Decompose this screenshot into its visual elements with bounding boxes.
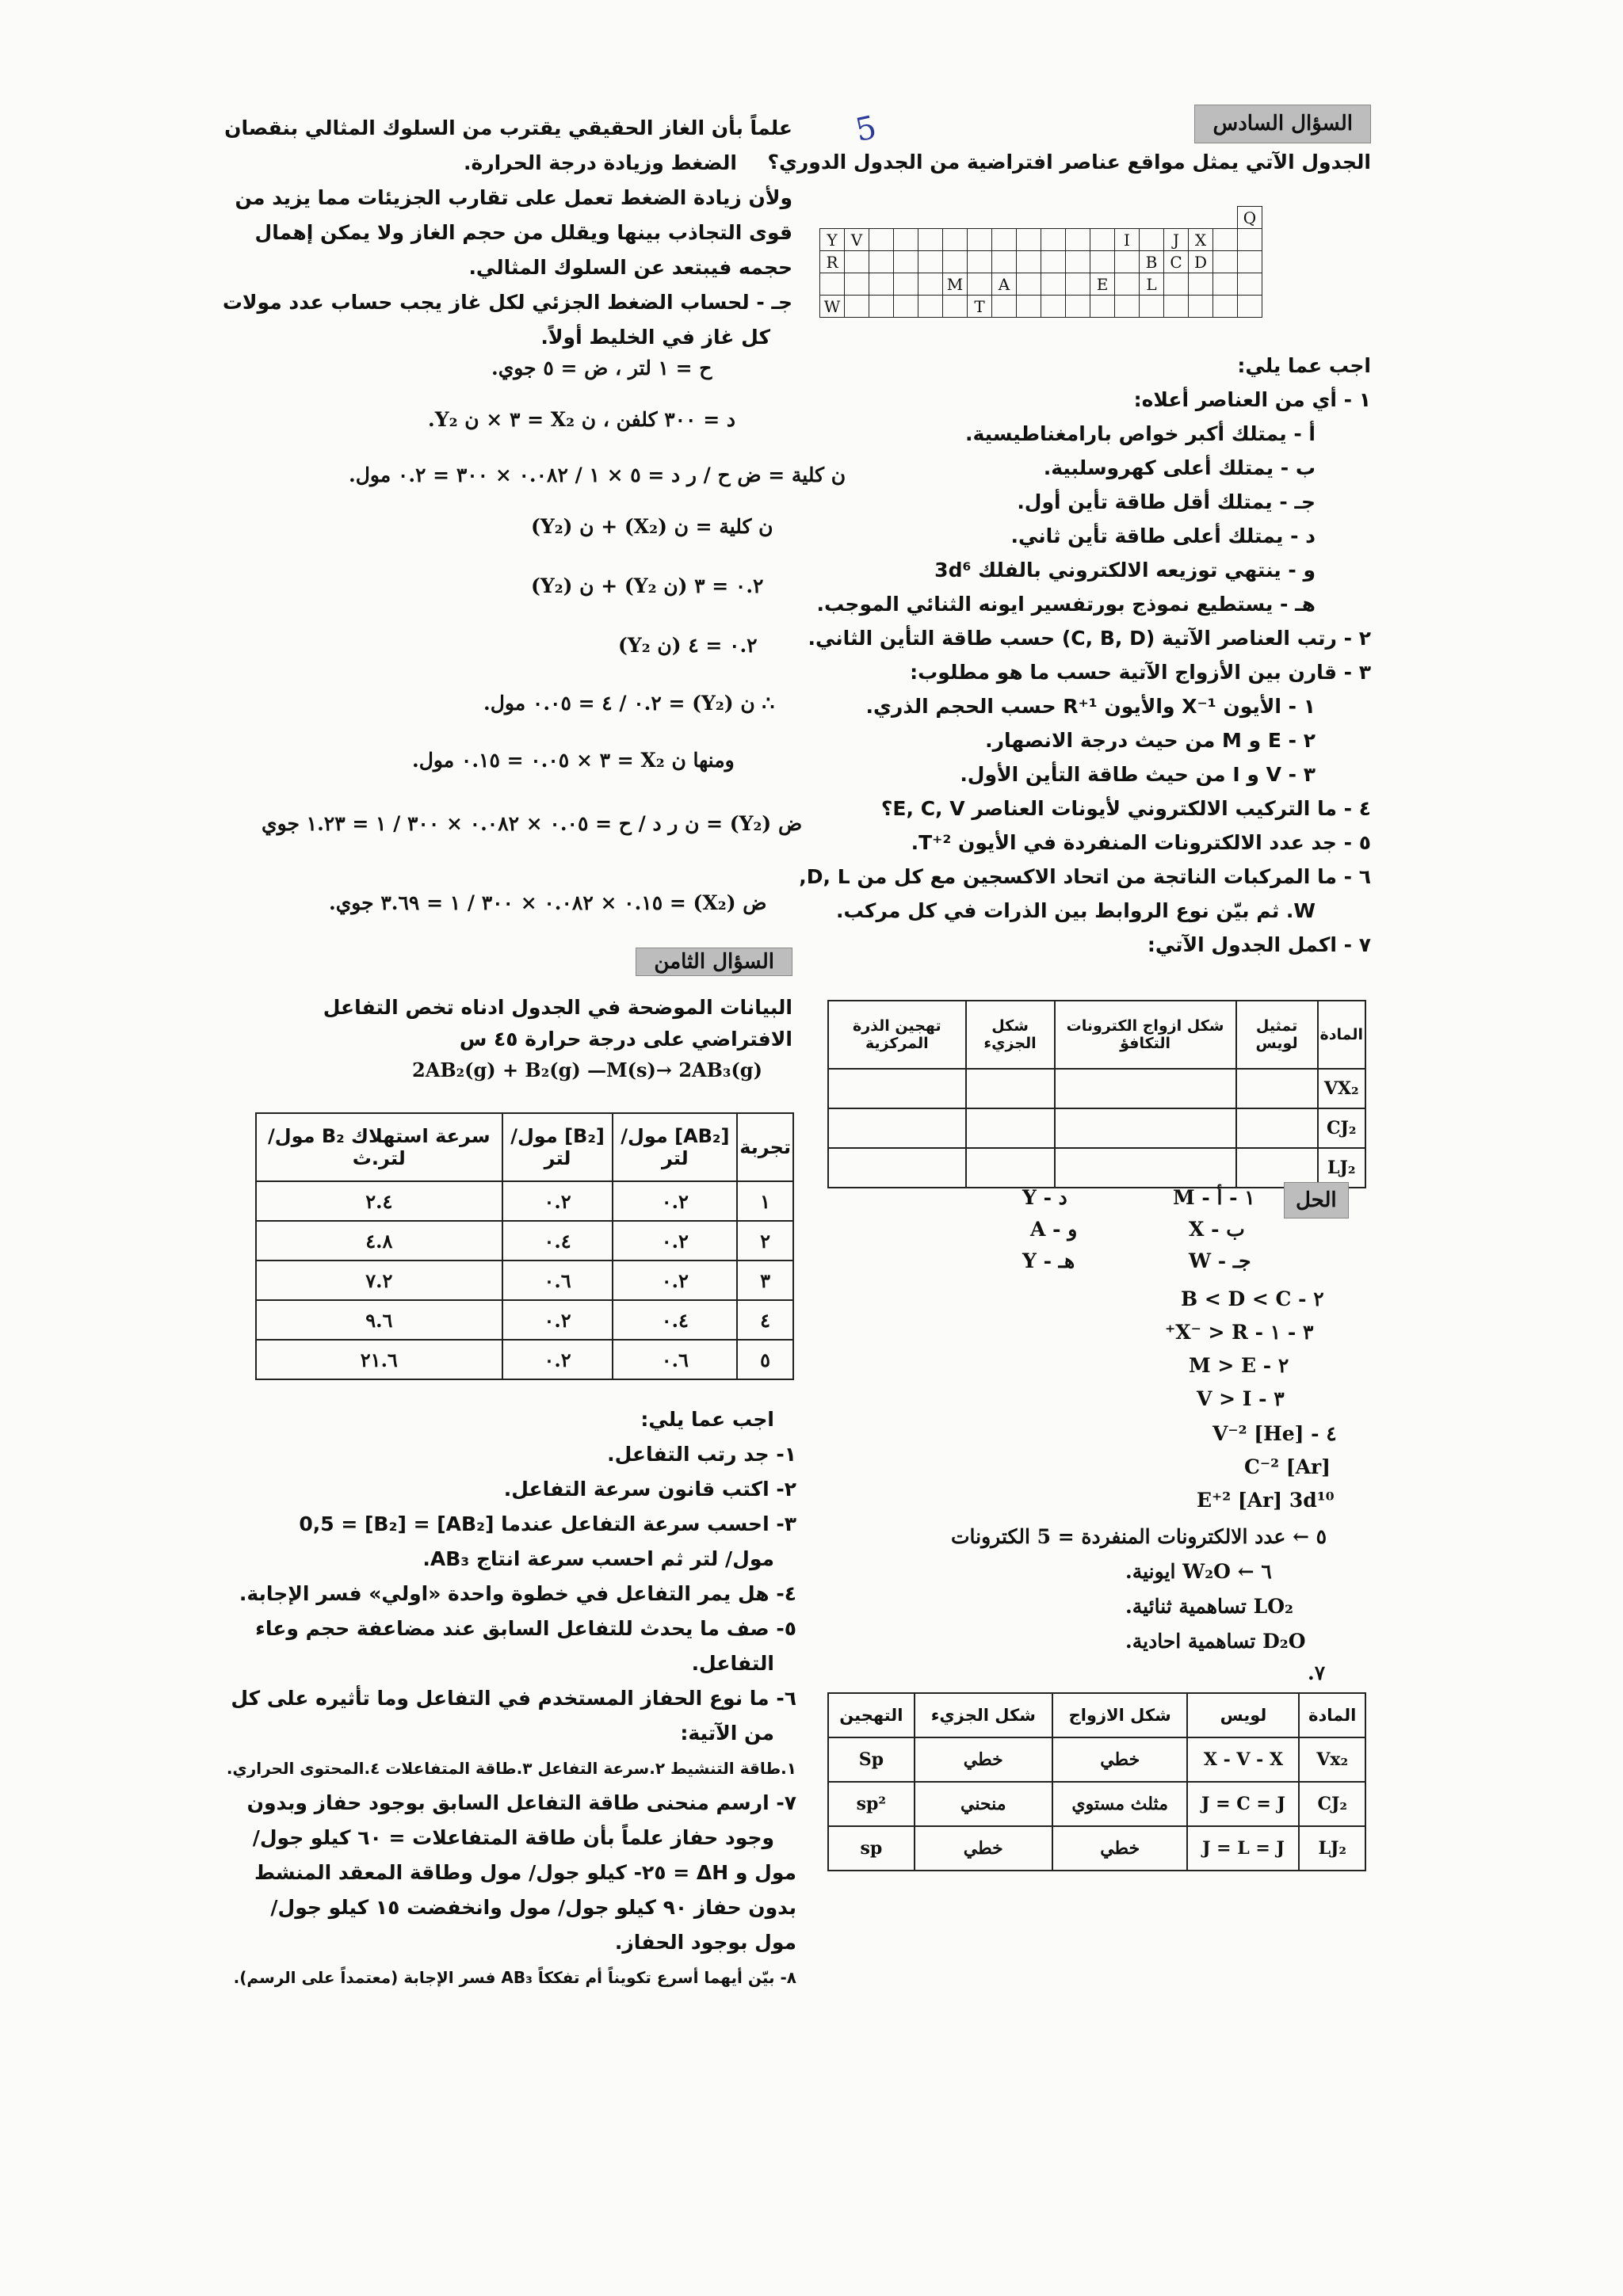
table-cell: خطي xyxy=(915,1826,1052,1871)
grid-cell xyxy=(1164,273,1189,296)
eq-2: د = ٣٠٠ كلفن ، ن X₂ = ٣ × ن Y₂. xyxy=(428,408,735,431)
question-1e: و - ينتهي توزيعه الالكتروني بالفلك 3d⁶ xyxy=(934,559,1316,582)
sol-6a: ٦ ← W₂O ايونية. xyxy=(1125,1560,1272,1583)
table-cell: ٢.٤ xyxy=(256,1181,502,1221)
grid-cell xyxy=(1066,273,1090,296)
q8-part-7: ٧- ارسم منحنى طاقة التفاعل السابق بوجود حفاز وبدون xyxy=(246,1791,796,1814)
element-cell-M: M xyxy=(943,273,968,296)
table-cell: ٠.٦ xyxy=(613,1340,737,1379)
sol-1e: و - A xyxy=(1030,1218,1078,1241)
grid-cell xyxy=(1189,207,1213,229)
right-questions xyxy=(799,349,1371,962)
grid-cell xyxy=(869,273,894,296)
table-cell: ٠.٢ xyxy=(502,1300,613,1340)
question-3a: ١ - الأيون X⁻¹ والأيون R⁺¹ حسب الحجم الذري. xyxy=(865,695,1316,718)
grid-cell xyxy=(1140,207,1164,229)
grid-cell xyxy=(1115,251,1140,273)
sol-6c: D₂O تساهمية احادية. xyxy=(1125,1630,1306,1653)
grid-cell xyxy=(1189,273,1213,296)
q8-part-5b: التفاعل. xyxy=(691,1652,774,1675)
grid-cell xyxy=(1189,296,1213,318)
grid-cell xyxy=(918,207,943,229)
grid-cell xyxy=(1115,296,1140,318)
left-para-5: حجمه فيبتعد عن السلوك المثالي. xyxy=(468,256,792,279)
element-cell-A: A xyxy=(992,273,1017,296)
grid-cell xyxy=(845,251,869,273)
element-cell-J: J xyxy=(1164,229,1189,251)
question8-header-wrap xyxy=(602,946,792,978)
q8-part-2: ٢- اكتب قانون سرعة التفاعل. xyxy=(503,1478,796,1501)
q8-part-5: ٥- صف ما يحدث للتفاعل السابق عند مضاعفة حجم وعاء xyxy=(255,1617,796,1640)
question-1f: هـ - يستطيع نموذج بورتفسير ايونه الثنائي الموجب. xyxy=(816,593,1316,616)
table-cell: ٧.٢ xyxy=(256,1261,502,1300)
right-column xyxy=(767,103,1371,179)
eq-5: ٠.٢ = ٣ (ن Y₂) + ن (Y₂) xyxy=(531,574,764,597)
table-row xyxy=(828,1108,1365,1148)
table-row xyxy=(828,1737,1365,1782)
table-cell: مثلث مستوي xyxy=(1052,1782,1188,1826)
question-3c: ٣ - V و I من حيث طاقة التأين الأول. xyxy=(960,763,1316,786)
question6-header: السؤال السادس xyxy=(1194,105,1371,143)
table-cell: LJ₂ xyxy=(1318,1148,1366,1188)
table-cell: sp xyxy=(828,1826,915,1871)
eq-7: ∴ ن (Y₂) = ٠.٢ / ٤ = ٠.٠٥ مول. xyxy=(483,692,775,715)
grid-cell xyxy=(992,207,1017,229)
question-1c: جـ - يمتلك أقل طاقة تأين أول. xyxy=(1017,490,1316,513)
lewis-table-empty xyxy=(827,1000,1366,1188)
table-cell xyxy=(828,1069,966,1108)
grid-cell xyxy=(943,296,968,318)
sol-4c: E⁺² [Ar] 3d¹⁰ xyxy=(1197,1489,1335,1512)
grid-cell xyxy=(1041,251,1066,273)
table-cell xyxy=(828,1148,966,1188)
q8-part-6b: من الآتية: xyxy=(680,1722,774,1745)
table-cell: ٩.٦ xyxy=(256,1300,502,1340)
element-cell-R: R xyxy=(820,251,845,273)
table-row xyxy=(256,1221,793,1261)
table-header: تجربة xyxy=(737,1113,793,1181)
table-cell xyxy=(966,1108,1055,1148)
question-3b: ٢ - E و M من حيث درجة الانصهار. xyxy=(985,729,1316,752)
table-cell: ٠.٢ xyxy=(502,1340,613,1379)
table-cell: منحني xyxy=(915,1782,1052,1826)
table-cell: ٥ xyxy=(737,1340,793,1379)
eq-9: ض (Y₂) = ن ر د / ح = ٠.٠٥ × ٠.٠٨٢ × ٣٠٠ / ١ = ١.٢٣ جوي xyxy=(262,812,803,835)
grid-cell xyxy=(943,251,968,273)
grid-cell xyxy=(845,207,869,229)
table-row xyxy=(256,1181,793,1221)
grid-cell xyxy=(1066,207,1090,229)
table-cell: ٣ xyxy=(737,1261,793,1300)
left-column-top xyxy=(222,111,792,355)
periodic-table-grid xyxy=(819,206,1262,318)
eq-4: ن كلية = ن (X₂) + ن (Y₂) xyxy=(531,515,773,538)
element-cell-W: W xyxy=(820,296,845,318)
grid-cell xyxy=(1017,229,1041,251)
grid-cell xyxy=(1090,296,1115,318)
grid-cell xyxy=(1238,273,1262,296)
table-cell: ٤ xyxy=(737,1300,793,1340)
table-header: شكل ازواج الكترونات التكافؤ xyxy=(1055,1001,1236,1069)
table-cell: ٠.٢ xyxy=(613,1221,737,1261)
table-cell: J = L = J xyxy=(1187,1826,1299,1871)
sol-1b: ب - X xyxy=(1189,1218,1245,1241)
table-cell: ٢ xyxy=(737,1221,793,1261)
q8-part-4: ٤- هل يمر التفاعل في خطوة واحدة «اولي» فسر الإجابة. xyxy=(239,1582,796,1605)
grid-cell xyxy=(1140,229,1164,251)
q8-part-3: ٣- احسب سرعة التفاعل عندما [AB₂] = [B₂] = 0,5 xyxy=(299,1512,796,1535)
sol-1a: ١ - أ - M xyxy=(1173,1186,1255,1209)
grid-cell xyxy=(1213,273,1238,296)
grid-cell xyxy=(1213,251,1238,273)
sol-1d: د - Y xyxy=(1022,1186,1067,1209)
table-header: شكل الازواج xyxy=(1052,1693,1188,1737)
table-cell xyxy=(828,1108,966,1148)
sol-4a: ٤ - V⁻² [He] xyxy=(1212,1422,1337,1445)
left-para-6: جـ - لحساب الضغط الجزئي لكل غاز يجب حساب عدد مولات xyxy=(222,291,792,314)
table-cell: ٠.٢ xyxy=(613,1261,737,1300)
table-cell xyxy=(966,1069,1055,1108)
question8-header: السؤال الثامن xyxy=(636,948,792,976)
table-cell: خطي xyxy=(1052,1737,1188,1782)
grid-cell xyxy=(918,229,943,251)
reaction-equation: 2AB₂(g) + B₂(g) —M(s)→ 2AB₃(g) xyxy=(412,1058,762,1081)
grid-cell xyxy=(1213,229,1238,251)
sol-3c: ٣ - V > I xyxy=(1197,1387,1285,1410)
table-cell: ٠.٢ xyxy=(502,1181,613,1221)
grid-cell xyxy=(943,207,968,229)
q8-intro-1: البيانات الموضحة في الجدول ادناه تخص التفاعل xyxy=(323,996,792,1019)
element-cell-I: I xyxy=(1115,229,1140,251)
table-cell xyxy=(1055,1069,1236,1108)
grid-cell xyxy=(1238,251,1262,273)
question-1: ١ - أي من العناصر أعلاه: xyxy=(1133,388,1371,411)
handwritten-mark: 5 xyxy=(852,109,880,150)
element-cell-X: X xyxy=(1189,229,1213,251)
table-row xyxy=(256,1261,793,1300)
sol-5: ٥ ← عدد الالكترونات المنفردة = 5 الكترونات xyxy=(951,1525,1327,1548)
element-cell-D: D xyxy=(1189,251,1213,273)
grid-cell xyxy=(869,207,894,229)
grid-cell xyxy=(1213,296,1238,318)
eq-10: ض (X₂) = ٠.١٥ × ٠.٠٨٢ × ٣٠٠ / ١ = ٣.٦٩ جوي. xyxy=(329,891,767,914)
table-cell: LJ₂ xyxy=(1299,1826,1365,1871)
grid-cell xyxy=(1115,273,1140,296)
grid-cell xyxy=(1041,207,1066,229)
q8-part-7d: بدون حفاز ٩٠ كيلو جول/ مول وانخفضت ١٥ كيلو جول/ xyxy=(270,1896,796,1919)
q6-intro: الجدول الآتي يمثل مواقع عناصر افتراضية من الجدول الدوري؟ xyxy=(767,151,1371,174)
solution-header: الحل xyxy=(1284,1182,1349,1219)
question-1b: ب - يمتلك أعلى كهروسلبية. xyxy=(1043,456,1316,479)
question-2: ٢ - رتب العناصر الآتية (C, B, D) حسب طاقة التأين الثاني. xyxy=(808,627,1371,650)
left-para-2: الضغط وزيادة درجة الحرارة. xyxy=(463,151,737,174)
q8-part-1: ١- جد رتب التفاعل. xyxy=(607,1443,796,1466)
table-cell: J = C = J xyxy=(1187,1782,1299,1826)
element-cell-B: B xyxy=(1140,251,1164,273)
table-cell: Sp xyxy=(828,1737,915,1782)
sol-7: ٧. xyxy=(1308,1661,1326,1684)
sol-4b: C⁻² [Ar] xyxy=(1244,1455,1331,1478)
q8-part-7c: مول و ΔH = ٢٥- كيلو جول/ مول وطاقة المعقد المنشط xyxy=(254,1861,796,1884)
table-cell: ٠.٤ xyxy=(613,1300,737,1340)
grid-cell xyxy=(820,207,845,229)
question8-parts xyxy=(226,1402,796,1995)
table-header: [B₂] مول/لتر xyxy=(502,1113,613,1181)
grid-cell xyxy=(1017,296,1041,318)
grid-cell xyxy=(1041,273,1066,296)
question8-intro xyxy=(254,992,792,1055)
grid-cell xyxy=(968,273,992,296)
table-cell: ٠.٢ xyxy=(613,1181,737,1221)
table-header: [AB₂] مول/لتر xyxy=(613,1113,737,1181)
table-cell: CJ₂ xyxy=(1318,1108,1366,1148)
table-header: تهجين الذرة المركزية xyxy=(828,1001,966,1069)
grid-cell xyxy=(1115,207,1140,229)
sol-6b: LO₂ تساهمية ثنائية. xyxy=(1125,1595,1293,1618)
element-cell-Q: Q xyxy=(1238,207,1262,229)
table-row xyxy=(828,1069,1365,1108)
grid-cell xyxy=(845,273,869,296)
grid-cell xyxy=(1066,251,1090,273)
table-cell xyxy=(1236,1108,1318,1148)
table-header: لويس xyxy=(1187,1693,1299,1737)
sol-3b: ٢ - M > E xyxy=(1189,1354,1289,1377)
grid-cell xyxy=(1066,296,1090,318)
question-6: ٦ - ما المركبات الناتجة من اتحاد الاكسجين مع كل من D, L, xyxy=(799,865,1371,888)
element-cell-E: E xyxy=(1090,273,1115,296)
grid-cell xyxy=(1066,229,1090,251)
grid-cell xyxy=(1140,296,1164,318)
grid-cell xyxy=(968,207,992,229)
q8-part-3b: مول/ لتر ثم احسب سرعة انتاج AB₃. xyxy=(422,1547,774,1570)
grid-cell xyxy=(894,229,918,251)
grid-cell xyxy=(918,251,943,273)
grid-cell xyxy=(1090,251,1115,273)
table-cell: ٤.٨ xyxy=(256,1221,502,1261)
q8-intro-2: الافتراضي على درجة حرارة ٤٥ س xyxy=(459,1028,792,1051)
grid-cell xyxy=(1213,207,1238,229)
sol-2: ٢ - B < D < C xyxy=(1181,1287,1324,1310)
grid-cell xyxy=(1041,296,1066,318)
table-cell: ٠.٦ xyxy=(502,1261,613,1300)
eq-3: ن كلية = ض ح / ر د = ٥ × ١ / ٠.٠٨٢ × ٣٠٠ = ٠.٢ مول. xyxy=(349,463,846,486)
grid-cell xyxy=(1017,273,1041,296)
grid-cell xyxy=(943,229,968,251)
table-cell: CJ₂ xyxy=(1299,1782,1365,1826)
left-para-7: كل غاز في الخليط أولاً. xyxy=(540,326,770,349)
table-cell: خطي xyxy=(1052,1826,1188,1871)
grid-cell xyxy=(918,273,943,296)
table-cell xyxy=(1055,1108,1236,1148)
table-cell: VX₂ xyxy=(1318,1069,1366,1108)
lewis-answer-table xyxy=(827,1692,1366,1871)
grid-cell xyxy=(1238,296,1262,318)
grid-cell xyxy=(1090,229,1115,251)
q8-part-6c: ١.طاقة التنشيط ٢.سرعة التفاعل ٣.طاقة المتفاعلات ٤.المحتوى الحراري. xyxy=(226,1759,796,1778)
rate-data-table xyxy=(255,1112,794,1380)
grid-cell xyxy=(1017,251,1041,273)
table-cell: sp² xyxy=(828,1782,915,1826)
table-row xyxy=(256,1340,793,1379)
grid-cell xyxy=(1041,229,1066,251)
table-cell: ٠.٤ xyxy=(502,1221,613,1261)
question-5: ٥ - جد عدد الالكترونات المنفردة في الأيون T⁺². xyxy=(911,831,1371,854)
q8-part-8: ٨- بيّن أيهما أسرع تكويناً أم تفككاً AB₃ فسر الإجابة (معتمداً على الرسم). xyxy=(233,1968,796,1987)
table-header: شكل الجزيء xyxy=(915,1693,1052,1737)
grid-cell xyxy=(820,273,845,296)
sol-3a: ٣ - ١ - X⁻ > R⁺ xyxy=(1165,1321,1314,1344)
grid-cell xyxy=(1017,207,1041,229)
table-row xyxy=(828,1826,1365,1871)
grid-cell xyxy=(869,251,894,273)
grid-cell xyxy=(1164,296,1189,318)
grid-cell xyxy=(992,229,1017,251)
table-header: سرعة استهلاك B₂ مول/ لتر.ث xyxy=(256,1113,502,1181)
table-cell: ٢١.٦ xyxy=(256,1340,502,1379)
element-cell-C: C xyxy=(1164,251,1189,273)
left-para-3: ولأن زيادة الضغط تعمل على تقارب الجزيئات مما يزيد من xyxy=(235,186,792,209)
element-cell-Y: Y xyxy=(820,229,845,251)
question-1a: أ - يمتلك أكبر خواص بارامغناطيسية. xyxy=(964,422,1316,445)
grid-cell xyxy=(992,251,1017,273)
grid-cell xyxy=(894,273,918,296)
table-cell: X - V - X xyxy=(1187,1737,1299,1782)
table-header: شكل الجزيء xyxy=(966,1001,1055,1069)
grid-cell xyxy=(992,296,1017,318)
element-cell-T: T xyxy=(968,296,992,318)
table-row xyxy=(256,1300,793,1340)
eq-6: ٠.٢ = ٤ (ن Y₂) xyxy=(618,634,758,657)
table-cell: Vx₂ xyxy=(1299,1737,1365,1782)
grid-cell xyxy=(968,251,992,273)
table-cell: خطي xyxy=(915,1737,1052,1782)
question-7: ٧ - اكمل الجدول الآتي: xyxy=(1147,933,1371,956)
grid-cell xyxy=(894,207,918,229)
table-header: تمثيل لويس xyxy=(1236,1001,1318,1069)
table-header: المادة xyxy=(1318,1001,1366,1069)
grid-cell xyxy=(1090,207,1115,229)
table-cell xyxy=(1236,1069,1318,1108)
table-header: التهجين xyxy=(828,1693,915,1737)
grid-cell xyxy=(845,296,869,318)
grid-cell xyxy=(894,296,918,318)
question-4: ٤ - ما التركيب الالكتروني لأيونات العناصر E, C, V؟ xyxy=(880,797,1371,820)
sol-1f: هـ - Y xyxy=(1022,1249,1075,1272)
table-header: المادة xyxy=(1299,1693,1365,1737)
grid-cell xyxy=(894,251,918,273)
eq-1: ح = ١ لتر ، ض = ٥ جوي. xyxy=(491,357,712,379)
q8-part-7e: مول بوجود الحفاز. xyxy=(614,1931,796,1954)
element-cell-L: L xyxy=(1140,273,1164,296)
table-row xyxy=(828,1782,1365,1826)
element-cell-V: V xyxy=(845,229,869,251)
eq-8: ومنها ن X₂ = ٣ × ٠.٠٥ = ٠.١٥ مول. xyxy=(412,749,735,772)
grid-cell xyxy=(869,229,894,251)
q8-answer-intro: اجب عما يلي: xyxy=(640,1408,774,1431)
answer-intro: اجب عما يلي: xyxy=(1237,354,1371,377)
left-para-1: علماً بأن الغاز الحقيقي يقترب من السلوك المثالي بنقصان xyxy=(224,116,792,139)
question-6b: W. ثم بيّن نوع الروابط بين الذرات في كل مركب. xyxy=(835,899,1316,922)
q8-part-6: ٦- ما نوع الحفاز المستخدم في التفاعل وما تأثيره على كل xyxy=(231,1687,796,1710)
question-1d: د - يمتلك أعلى طاقة تأين ثاني. xyxy=(1010,524,1316,547)
q8-part-7b: وجود حفاز علماً بأن طاقة المتفاعلات = ٦٠ كيلو جول/ xyxy=(252,1826,774,1849)
grid-cell xyxy=(1238,229,1262,251)
grid-cell xyxy=(869,296,894,318)
question-3: ٣ - قارن بين الأزواج الآتية حسب ما هو مطلوب: xyxy=(910,661,1371,684)
table-cell: ١ xyxy=(737,1181,793,1221)
sol-1c: جـ - W xyxy=(1189,1249,1251,1272)
grid-cell xyxy=(1164,207,1189,229)
grid-cell xyxy=(968,229,992,251)
left-para-4: قوى التجاذب بينها ويقلل من حجم الغاز ولا يمكن إهمال xyxy=(254,221,792,244)
grid-cell xyxy=(918,296,943,318)
